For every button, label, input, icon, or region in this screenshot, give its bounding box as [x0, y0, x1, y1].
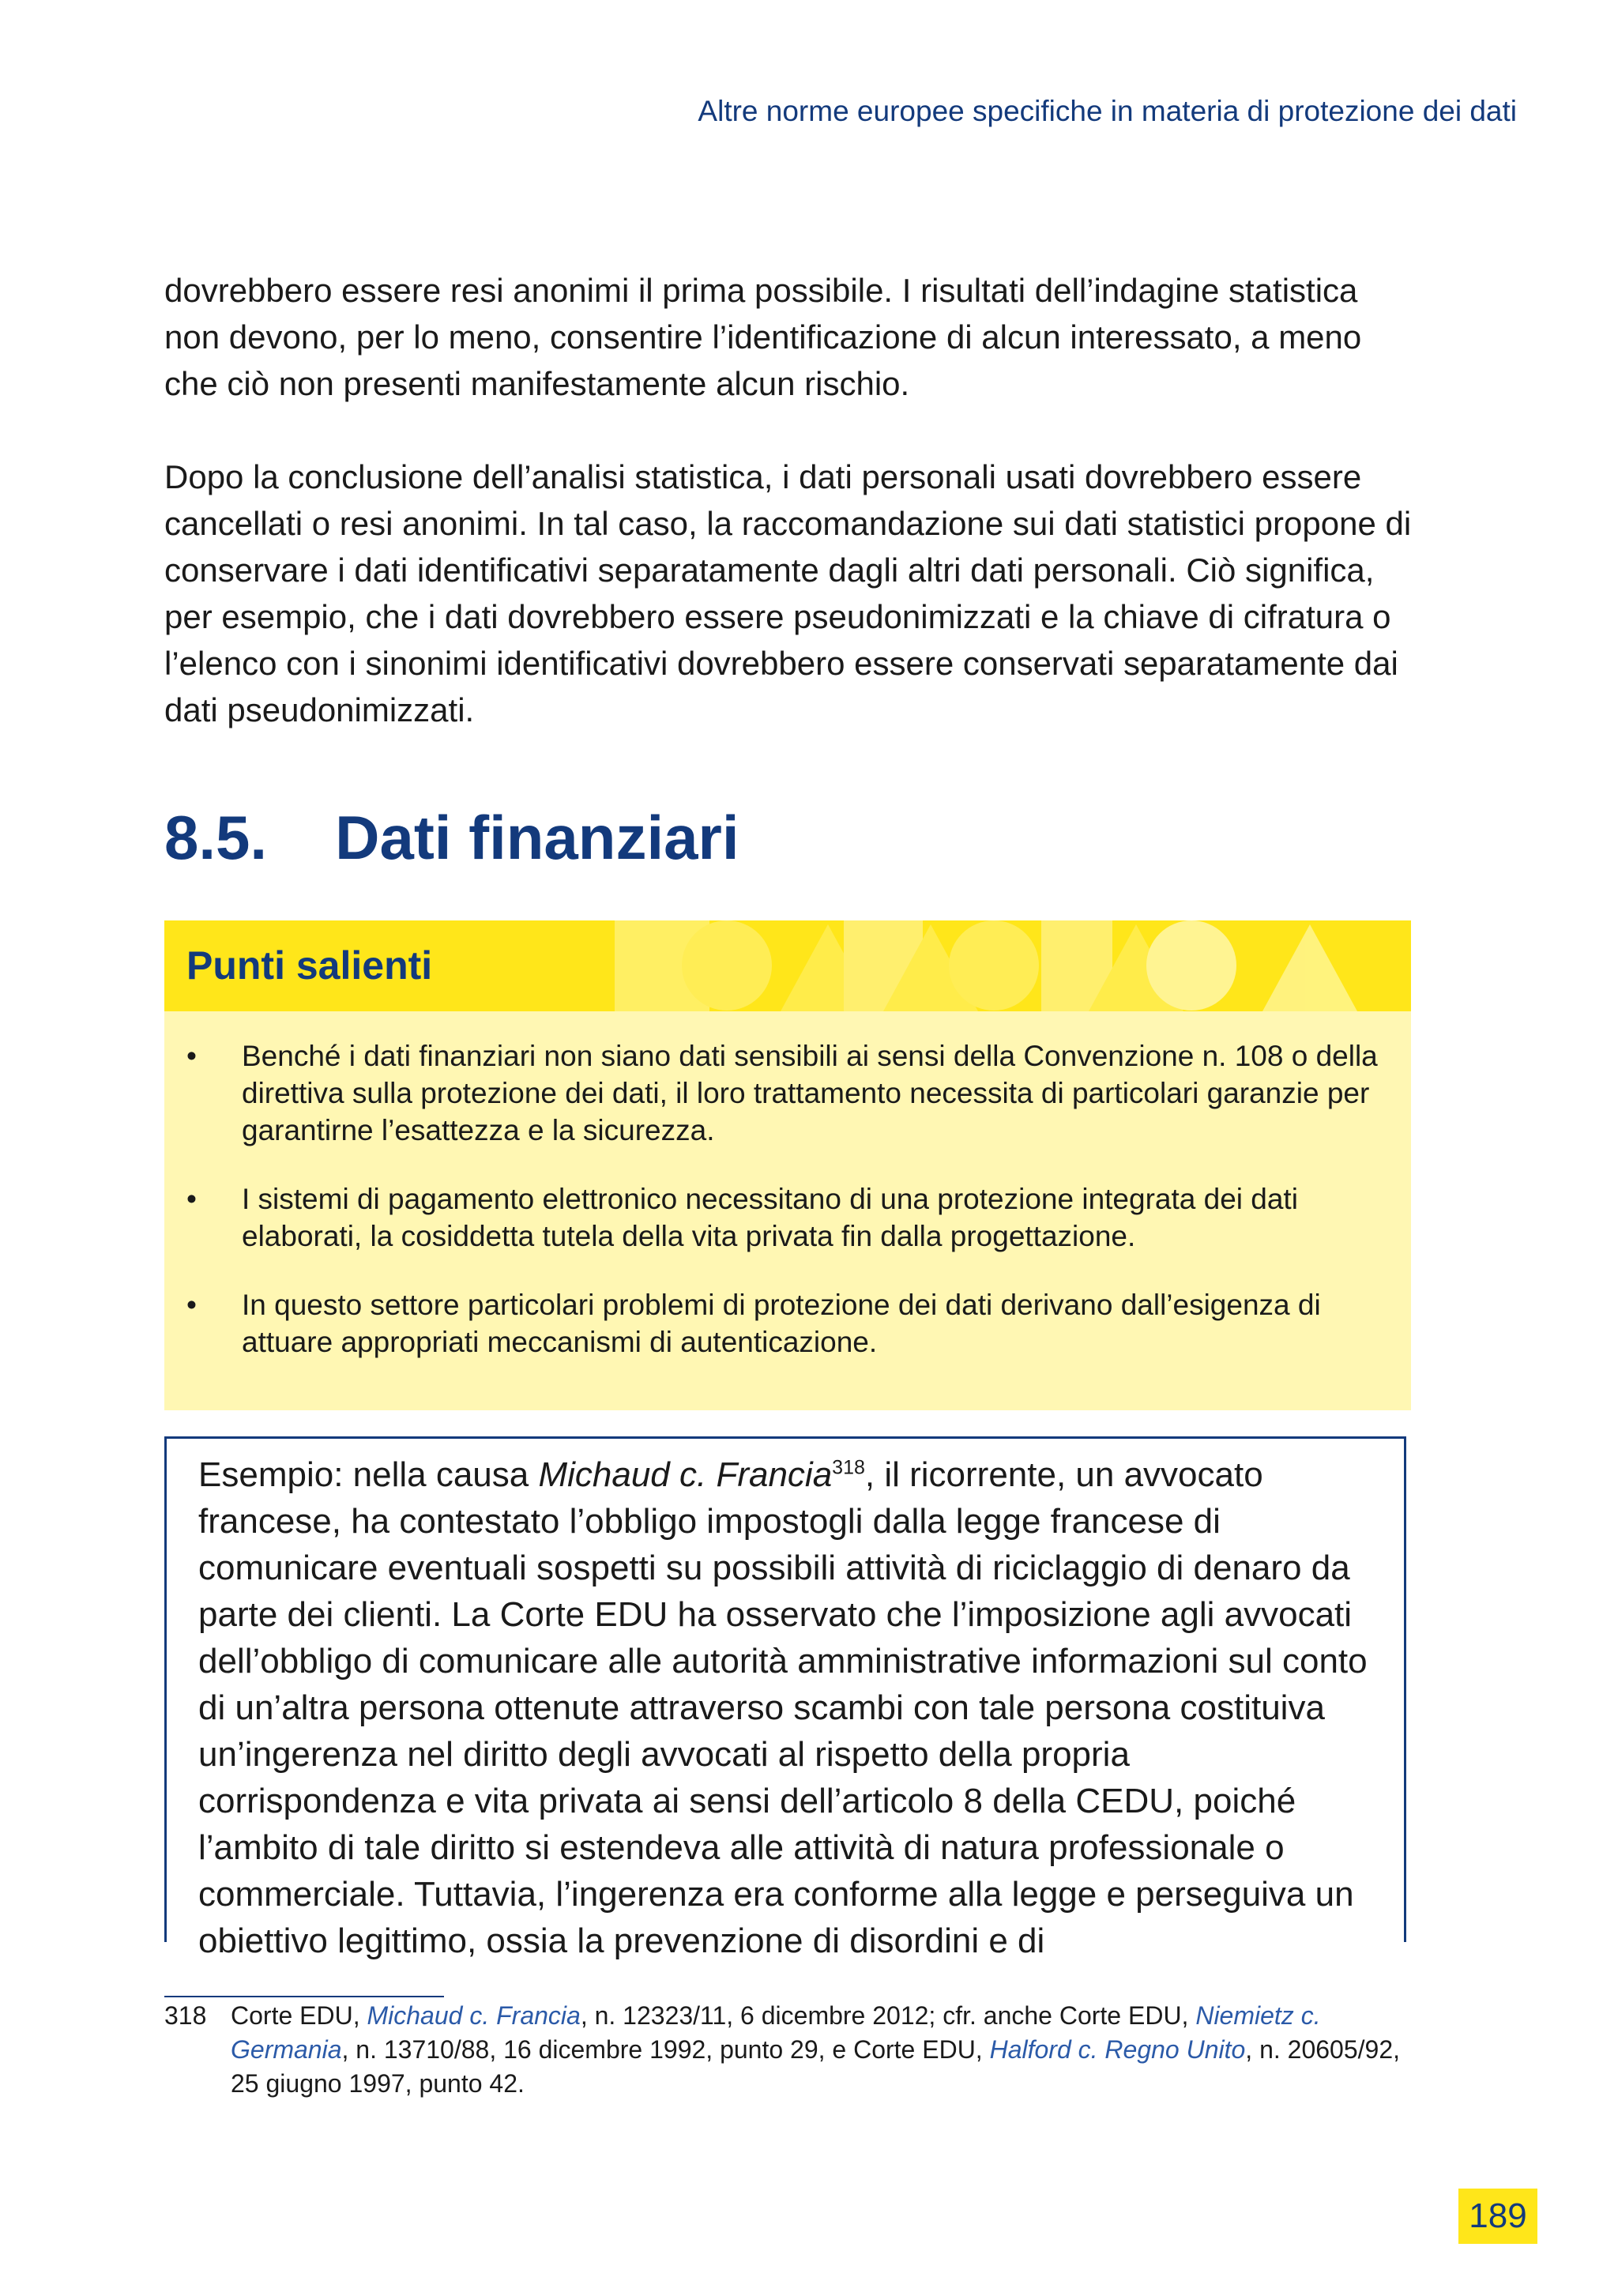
body-paragraph-1: dovrebbero essere resi anonimi il prima possibile. I risultati dell’indagine statistica non devono, per lo meno, consentire l’identificazione di alcun interessato, a meno che ciò non presenti manifestamente alcun rischio.: [164, 272, 1362, 402]
highlights-box: [164, 920, 1411, 1410]
section-title: Dati finanziari: [335, 803, 739, 872]
footnote-part-3: , n. 13710/88, 16 dicembre 1992, punto 29, e Corte EDU,: [341, 2035, 990, 2064]
page-number: 189: [1458, 2189, 1537, 2244]
decor-circle: [949, 920, 1039, 1011]
footnote-part-4: , n. 20605/92, 25 giugno 1997, punto 42.: [231, 2035, 1401, 2098]
footnote-case-link-3[interactable]: Halford c. Regno Unito: [989, 2035, 1246, 2064]
footnote: [164, 1999, 1413, 2101]
highlights-title: Punti salienti: [186, 943, 433, 988]
footnote-text: [231, 1999, 1413, 2101]
example-text: [198, 1451, 1375, 1964]
example-case-name: Michaud c. Francia: [538, 1455, 833, 1494]
example-body: , il ricorrente, un avvocato francese, ha contestato l’obbligo impostogli dalla legge francese di comunicare eventuali sospetti su possibili attività di riciclaggio di denaro da parte dei clienti. La Corte EDU ha osservato che l’imposizione agli avvocati dell’obbligo di comunicare alle autorità amministrative informazioni sul conto di un’altra persona ottenute attraverso scambi con tale persona costituiva un’ingerenza nel diritto degli avvocati al rispetto della propria corrispondenza e vita privata ai sensi dell’articolo 8 della CEDU, poiché l’ambito di tale diritto si estendeva alle attività di natura professionale o commerciale. Tuttavia, l’ingerenza era conforme alla legge e perseguiva un obiettivo legittimo, ossia la prevenzione di disordini e di: [198, 1455, 1368, 1960]
running-header: Altre norme europee specifiche in materia di protezione dei dati: [698, 95, 1517, 127]
example-box: [164, 1436, 1406, 1960]
section-heading: [164, 798, 739, 877]
decor-circle: [1146, 920, 1236, 1011]
footnote-number: 318: [164, 2001, 207, 2030]
bullet-icon: •: [186, 1183, 197, 1215]
bullet-icon: •: [186, 1040, 197, 1072]
decor-circle: [682, 920, 772, 1011]
highlight-item-text: In questo settore particolari problemi di protezione dei dati derivano dall’esigenza di attuare appropriati meccanismi di autenticazione.: [242, 1289, 1321, 1358]
highlight-item: [164, 1286, 1411, 1361]
footnote-case-link-2[interactable]: Niemietz c. Germania: [231, 2001, 1321, 2064]
highlights-header: [164, 920, 1411, 1011]
body-paragraph-2: Dopo la conclusione dell’analisi statistica, i dati personali usati dovrebbero essere cancellati o resi anonimi. In tal caso, la raccomandazione sui dati statistici propone di conservare i dati identificativi separatamente dagli altri dati personali. Ciò significa, per esempio, che i dati dovrebbero essere pseudonimizzati e la chiave di cifratura o l’elenco con i sinonimi identificativi dovrebbero essere conservati separatamente dai dati pseudonimizzati.: [164, 458, 1412, 728]
footnote-reference[interactable]: 318: [832, 1456, 865, 1479]
footnote-divider: [164, 1996, 444, 1997]
decor-triangle: [1262, 924, 1357, 1011]
highlight-item: [164, 1180, 1411, 1255]
bullet-icon: •: [186, 1289, 197, 1321]
footnote-part-2: , n. 12323/11, 6 dicembre 2012; cfr. anche Corte EDU,: [580, 2001, 1196, 2030]
highlight-item-text: Benché i dati finanziari non siano dati sensibili ai sensi della Convenzione n. 108 o della direttiva sulla protezione dei dati, il loro trattamento necessita di particolari garanzie per garantirne l’esattezza e la sicurezza.: [242, 1040, 1378, 1146]
highlights-list: [164, 1037, 1411, 1392]
highlight-item-text: I sistemi di pagamento elettronico necessitano di una protezione integrata dei dati elaborati, la cosiddetta tutela della vita privata fin dalla progettazione.: [242, 1183, 1298, 1252]
footnote-case-link-1[interactable]: Michaud c. Francia: [367, 2001, 581, 2030]
section-number: 8.5.: [164, 803, 268, 872]
footnote-part-1: Corte EDU,: [231, 2001, 367, 2030]
highlight-item: [164, 1037, 1411, 1149]
example-intro: Esempio: nella causa: [198, 1455, 539, 1494]
